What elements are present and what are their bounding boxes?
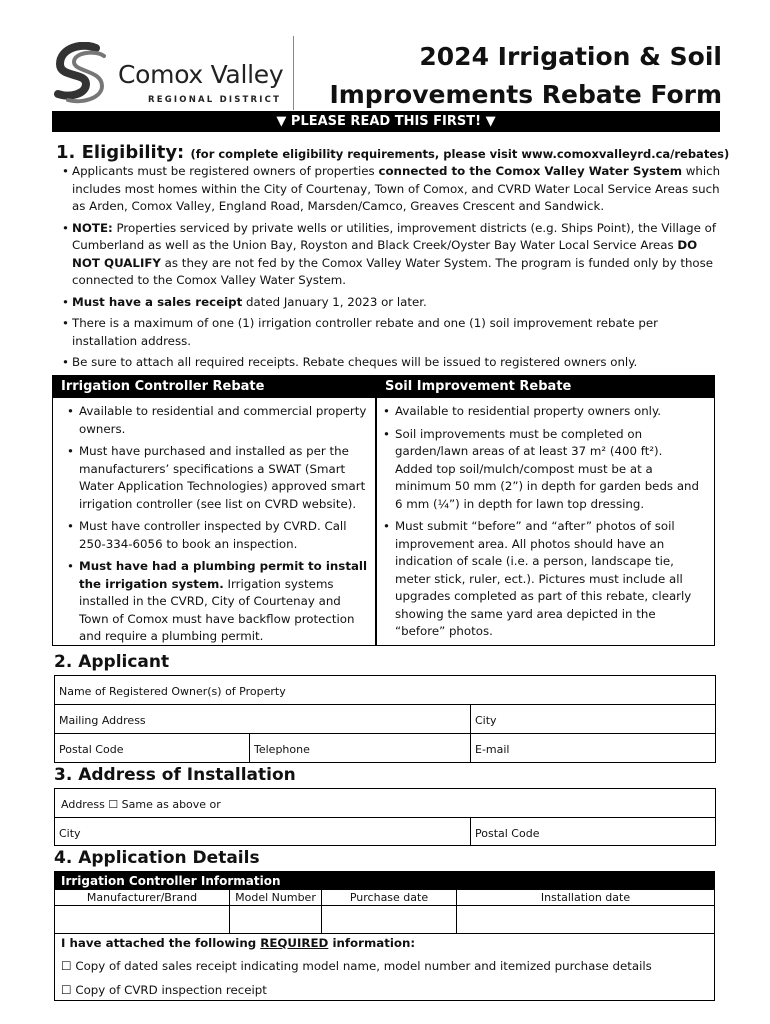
irrigation-rebate-item: • Available to residential and commercial property owners. — [67, 403, 369, 438]
cvrd-swirl-logo-icon — [52, 42, 114, 104]
eligibility-item — [62, 220, 722, 290]
header-divider — [293, 36, 294, 110]
soil-rebate-list — [383, 403, 703, 646]
applicant-city-label: City — [475, 714, 497, 727]
required-info-statement — [61, 936, 415, 950]
header — [52, 36, 722, 110]
rebate-details-box — [52, 375, 715, 646]
installation-city-label: City — [59, 827, 81, 840]
rebate-column-divider — [375, 376, 377, 646]
irrigation-rebate-item: • Must have purchased and installed as per the manufacturers’ specifications a SWAT (Smart Water Application Technologies) approved smart irrigation controller (see list on CVRD website). — [67, 443, 369, 513]
eligibility-bold: Must have a sales receipt — [72, 294, 243, 309]
col-manufacturer: Manufacturer/Brand — [55, 890, 230, 906]
installation-grid — [54, 788, 716, 846]
model-number-input[interactable] — [230, 906, 322, 934]
mailing-address-field[interactable] — [55, 705, 471, 734]
form-title — [329, 38, 722, 114]
eligibility-text: dated January 1, 2023 or later. — [242, 294, 427, 309]
installation-postal-code-field[interactable] — [471, 818, 716, 846]
owner-name-label: Name of Registered Owner(s) of Property — [59, 685, 286, 698]
irrigation-rebate-item: • Must have controller inspected by CVRD. Call 250-334-6056 to book an inspection. — [67, 518, 369, 553]
logo-subtitle: REGIONAL DISTRICT — [148, 95, 282, 105]
col-model-number: Model Number — [230, 890, 322, 906]
col-purchase-date: Purchase date — [322, 890, 457, 906]
installation-postal-code-label: Postal Code — [475, 827, 540, 840]
form-title-line-1: 2024 Irrigation & Soil — [419, 42, 722, 71]
eligibility-bold: DO NOT QUALIFY — [72, 238, 698, 270]
eligibility-list — [62, 163, 722, 376]
irrigation-rebate-heading: Irrigation Controller Rebate — [53, 376, 375, 398]
soil-rebate-item: • Available to residential property owners only. — [383, 403, 703, 421]
controller-info-heading: Irrigation Controller Information — [55, 872, 714, 890]
soil-rebate-heading: Soil Improvement Rebate — [377, 376, 714, 398]
applicant-heading: 2. Applicant — [54, 652, 170, 672]
irrigation-rebate-text: Irrigation systems installed in the CVRD, City of Courtenay and Town of Comox must have backflow protection and require a plumbing permit. — [79, 576, 355, 643]
cvrd-logo — [52, 40, 292, 106]
soil-rebate-item: • Must submit “before” and “after” photos of soil improvement area. All photos should have an indication of scale (i.e. a person, landscape tie, meter stick, ruler, ect.). Pictures must include all upgrades completed as part of this rebate, clearly showing the same yard area depicted in the “before” photos. — [383, 518, 703, 641]
eligibility-item: • Be sure to attach all required receipts. Rebate cheques will be issued to registered owners only. — [62, 354, 722, 372]
eligibility-note: (for complete eligibility requirements, please visit www.comoxvalleyrd.ca/rebates) — [190, 147, 730, 161]
installation-date-input[interactable] — [457, 906, 714, 934]
telephone-field[interactable] — [250, 734, 471, 763]
irrigation-rebate-list — [67, 403, 369, 651]
eligibility-text: which includes most homes within the City of Courtenay, Town of Comox, and CVRD Water Local Service Areas such as Arden, Comox Valley, England Road, Marsden/Camco, Greaves Crescent and Sandwick. — [72, 164, 721, 213]
applicant-postal-code-label: Postal Code — [59, 743, 124, 756]
required-text: I have attached the following — [61, 936, 261, 950]
eligibility-item: • There is a maximum of one (1) irrigation controller rebate and one (1) soil improvement rebate per installation address. — [62, 315, 722, 350]
application-details-box — [54, 871, 715, 1001]
installation-city-field[interactable] — [55, 818, 471, 846]
installation-address-label: Address ☐ Same as above or — [61, 798, 221, 811]
soil-rebate-item: • Soil improvements must be completed on garden/lawn areas of at least 37 m² (400 ft²). Added top soil/mulch/compost must be at a minimum 50 mm (2”) in depth for garden beds and 6 mm (¼”) in depth for lawn top dressing. — [383, 426, 703, 514]
eligibility-text: Properties serviced by private wells or utilities, improvement districts (e.g. Ships Point), the Village of Cumberland as well as the Union Bay, Royston and Black Creek/Oyster Bay Water Local Service Areas — [72, 220, 716, 252]
application-details-heading: 4. Application Details — [54, 848, 260, 868]
applicant-grid — [54, 675, 716, 763]
applicant-city-field[interactable] — [471, 705, 716, 734]
telephone-label: Telephone — [254, 743, 310, 756]
email-field[interactable] — [471, 734, 716, 763]
col-installation-date: Installation date — [457, 890, 714, 906]
eligibility-text: as they are not fed by the Comox Valley Water System. The program is funded only by those connected to the Comox Valley Water System. — [72, 255, 714, 287]
eligibility-text: Applicants must be registered owners of properties — [72, 164, 379, 178]
eligibility-title: 1. Eligibility: — [56, 142, 185, 163]
eligibility-item — [62, 294, 722, 312]
applicant-postal-code-field[interactable] — [55, 734, 250, 763]
required-underlined: REQUIRED — [260, 936, 329, 950]
eligibility-bold: NOTE: — [72, 220, 113, 235]
installation-heading: 3. Address of Installation — [54, 765, 296, 785]
form-title-line-2: Improvements Rebate Form — [329, 80, 722, 109]
owner-name-field[interactable] — [55, 676, 716, 705]
sales-receipt-checkbox[interactable]: ☐ Copy of dated sales receipt indicating model name, model number and itemized purchase details — [61, 959, 652, 973]
required-text: information: — [328, 936, 416, 950]
eligibility-item — [62, 163, 722, 216]
eligibility-bold: connected to the Comox Valley Water System — [378, 164, 682, 178]
email-label: E-mail — [475, 743, 510, 756]
irrigation-rebate-bold: Must have had a plumbing permit to install the irrigation system. — [79, 559, 368, 591]
installation-address-field[interactable] — [55, 789, 716, 818]
eligibility-heading — [56, 142, 729, 163]
mailing-address-label: Mailing Address — [59, 714, 146, 727]
read-first-banner: ▼ PLEASE READ THIS FIRST! ▼ — [52, 111, 720, 132]
logo-name: Comox Valley — [118, 60, 284, 89]
manufacturer-input[interactable] — [55, 906, 230, 934]
purchase-date-input[interactable] — [322, 906, 457, 934]
irrigation-rebate-item — [67, 558, 369, 646]
inspection-receipt-checkbox[interactable]: ☐ Copy of CVRD inspection receipt — [61, 983, 267, 997]
